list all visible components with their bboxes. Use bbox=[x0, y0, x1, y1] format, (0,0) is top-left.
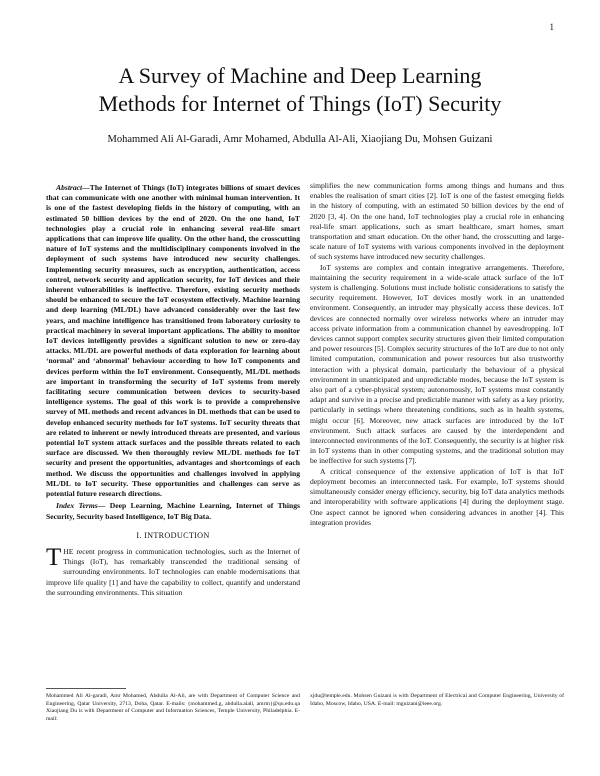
drop-cap: T bbox=[46, 543, 62, 571]
abstract-text: —The Internet of Things (IoT) integrates billions of smart devices that can communicate with one another with minimal human intervention. It is one of the fastest developing fields in the history of computing, with an estimated 50 billion devices by the end of 2020. On the one hand, IoT technologies play a crucial role in enhancing several real-life smart applications that can improve life quality. On the other hand, the crosscutting nature of IoT systems and the multidisciplinary components involved in the deployment of such systems have introduced new security challenges. Implementing security measures, such as encryption, authentication, access control, network security and application security, for IoT devices and their inherent vulnerabilities is ineffective. Therefore, existing security methods should be enhanced to secure the IoT ecosystem effectively. Machine learning and deep learning (ML/DL) have advanced considerably over the last few years, and machine intelligence has transitioned from laboratory curiosity to practical machinery in several important applications. The ability to monitor IoT devices intelligently provides a significant solution to new or zero-day attacks. ML/DL are powerful methods of data exploration for learning about ‘normal’ and ‘abnormal’ behaviour according to how IoT components and devices perform within the IoT environment. Consequently, ML/DL methods are important in transforming the security of IoT systems from merely facilitating secure communication between devices to security-based intelligence systems. The goal of this work is to provide a comprehensive survey of ML methods and recent advances in DL methods that can be used to develop enhanced security methods for IoT systems. IoT security threats that are related to inherent or newly introduced threats are presented, and various potential IoT system attack surfaces and the possible threats related to each surface are discussed. We then thoroughly review ML/DL methods for IoT security and present the opportunities, advantages and shortcomings of each method. We discuss the opportunities and challenges involved in applying ML/DL to IoT security. These opportunities and challenges can serve as potential future research directions. bbox=[46, 183, 300, 499]
section-heading-introduction: I. INTRODUCTION bbox=[136, 530, 210, 540]
body-paragraph-1: simplifies the new communication forms among things and humans and thus enables the realisation of smart cities [2]. IoT is one of the fastest emerging fields in the history of computing, with an estimated 50 billion devices by the end of 2020 [3, 4]. On the one hand, IoT technologies play a crucial role in enhancing real-life smart applications, such as smart healthcare, smart homes, smart transportation and smart education. On the other hand, the crosscutting and large-scale nature of IoT systems with various components involved in the deployment of such systems have introduced new security challenges. bbox=[310, 181, 564, 262]
left-column bbox=[46, 183, 300, 598]
footnote-right: xjdu@temple.edu. Mohsen Guizani is with Department of Electrical and Computer Engineering, University of Idaho, Moscow, Idaho, USA. E-mail: mguizani@ieee.org. bbox=[310, 693, 564, 707]
index-terms bbox=[46, 501, 300, 521]
title-line-1: A Survey of Machine and Deep Learning bbox=[118, 63, 482, 88]
footnote-divider bbox=[46, 688, 126, 689]
body-paragraph-3: A critical consequence of the extensive application of IoT is that IoT deployment becomes an interconnected task. For example, IoT systems should simultaneously consider energy efficiency, security, big IoT data analytics methods and interoperability with software applications [4] during the deployment stage. One aspect cannot be ignored when considering advances in another [4]. This integration provides bbox=[310, 466, 564, 527]
body-paragraph-2: IoT systems are complex and contain integrative arrangements. Therefore, maintaining the security requirement in a wide-scale attack surface of the IoT system is challenging. Solutions must include holistic considerations to satisfy the security requirement. However, IoT devices mostly work in an unattended environment. Consequently, an intruder may physically access these devices. IoT devices are connected normally over wireless networks where an intruder may access private information from a communication channel by eavesdropping. IoT devices cannot support complex security structures given their limited computation and power resources [5]. Complex security structures of the IoT are due to not only limited computation, communication and power resources but also trustworthy interaction with a physical domain, particularly the behaviour of a physical environment in unanticipated and unpredictable modes, because the IoT system is also part of a cyber-physical system; autonomously, IoT systems must constantly adapt and survive in a precise and predictable manner with safety as a key priority, particularly in settings where threatening conditions, such as in health systems, might occur [6]. Moreover, new attack surfaces are introduced by the IoT environment. Such attack surfaces are caused by the interdependent and interconnected environments of the IoT. Consequently, the security is at higher risk in IoT systems than in other computing systems, and the traditional solution may be ineffective for such systems [7]. bbox=[310, 262, 564, 466]
page-number: 1 bbox=[549, 22, 554, 32]
index-terms-text: — Deep Learning, Machine Learning, Internet of Things Security, Security based Intelligence, IoT Big Data. bbox=[46, 501, 300, 521]
title-line-2: Methods for Internet of Things (IoT) Security bbox=[98, 91, 502, 116]
author-list: Mohammed Ali Al-Garadi, Amr Mohamed, Abdulla Al-Ali, Xiaojiang Du, Mohsen Guizani bbox=[107, 134, 493, 145]
intro-text: HE recent progress in communication technologies, such as the Internet of Things (IoT), has remarkably transcended the traditional sensing of surrounding environments. IoT technologies can enable modernisations that improve life quality [1] and have the capability to collect, quantify and understand the surrounding environments. This situation bbox=[46, 546, 300, 597]
intro-paragraph bbox=[46, 543, 300, 598]
paper-title bbox=[0, 62, 600, 118]
abstract bbox=[46, 183, 300, 499]
right-column bbox=[310, 181, 564, 528]
footnote-left: Mohammed Ali Al-garadi, Amr Mohamed, Abdulla Al-Ali, are with Department of Computer Science and Engineering, Qatar University, 2713, Doha, Qatar. E-mails: {mohammed.g, abdulla.alali, amrm}@qu.edu.qa Xiaojiang Du is with Department of Computer and Information Sciences, Temple University, Philadelphia. E-mail: bbox=[46, 693, 300, 722]
index-terms-label: Index Terms bbox=[56, 501, 98, 511]
abstract-label: Abstract bbox=[56, 183, 83, 192]
